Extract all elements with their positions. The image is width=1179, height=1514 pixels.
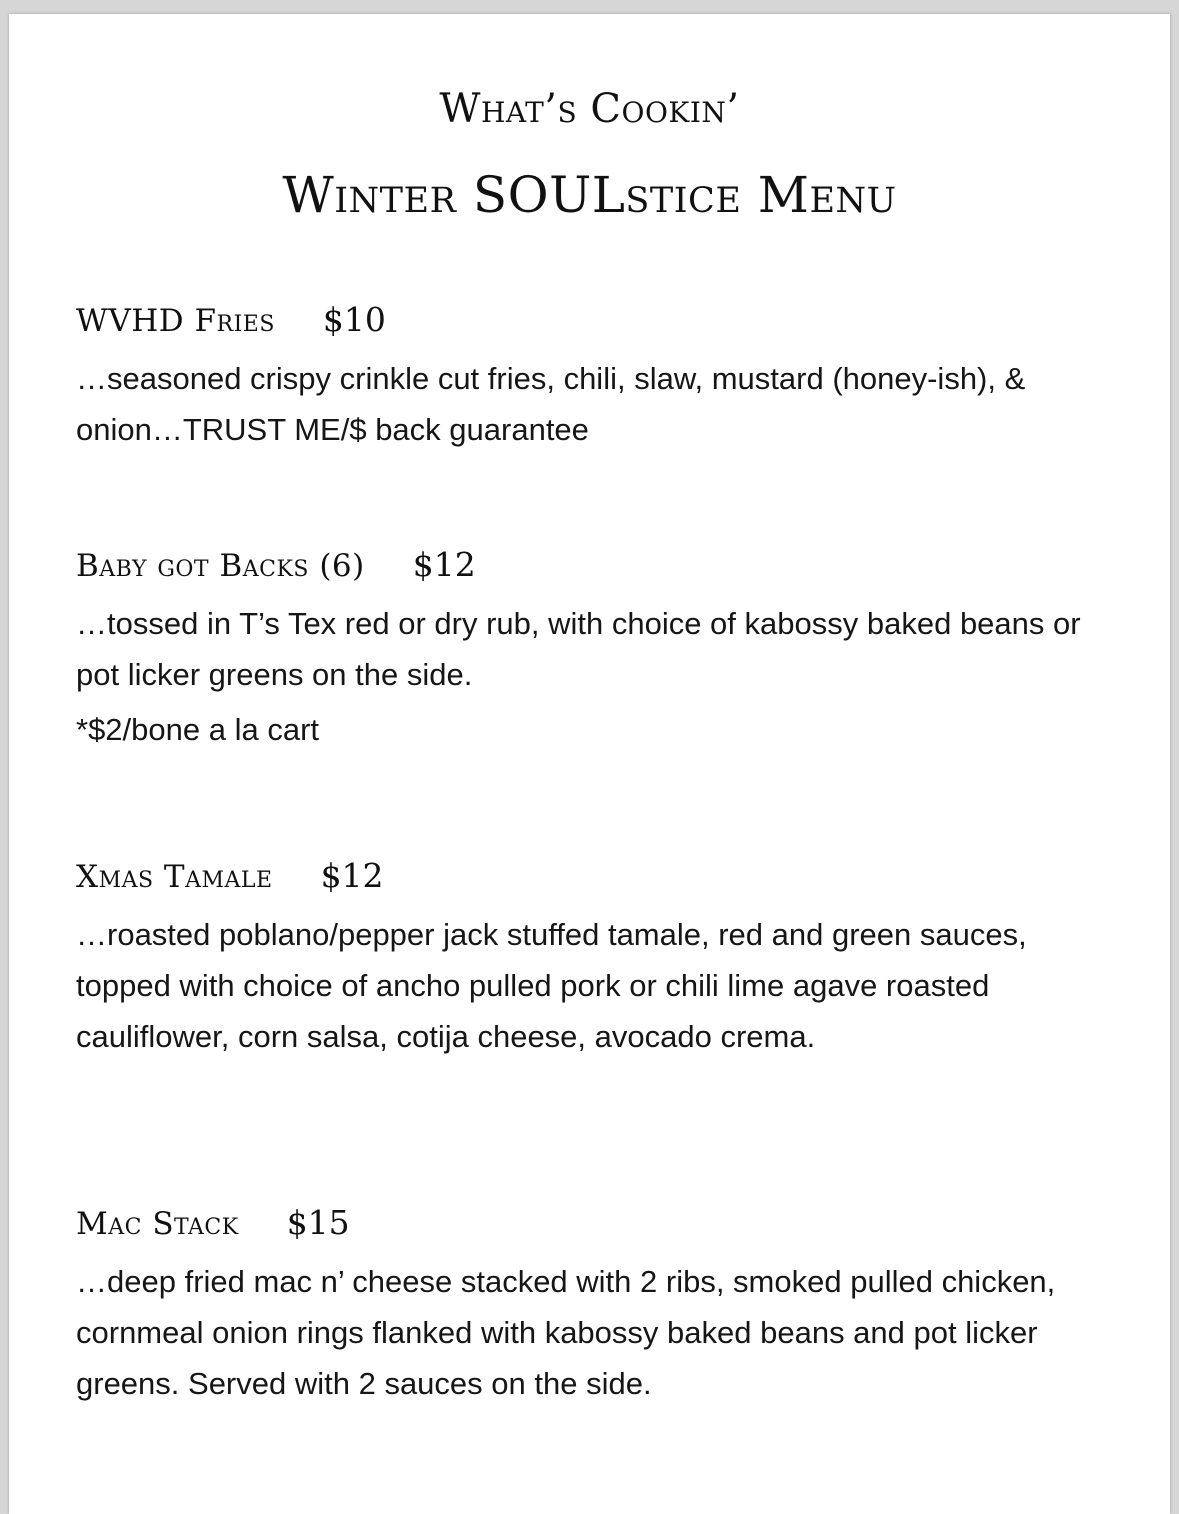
menu-item-heading [76,300,1086,339]
menu-item-name: Mac Stack [76,1206,239,1242]
menu-item-wvhd-fries [76,300,1086,455]
menu-item-price: $10 [322,300,386,339]
menu-title: Winter SOULstice Menu [282,166,897,224]
menu-item-heading [76,856,1086,895]
menu-page [9,14,1170,1514]
menu-item-price: $12 [320,856,384,895]
menu-item-heading [76,1203,1086,1242]
menu-item-description: …deep fried mac n’ cheese stacked with 2 ribs, smoked pulled chicken, cornmeal onion rings flanked with kabossy baked beans and pot licker greens. Served with 2 sauces on the side. [76,1264,1056,1401]
menu-item-description: …tossed in T’s Tex red or dry rub, with choice of kabossy baked beans or pot licker greens on the side. [76,606,1081,692]
menu-item-name: Xmas Tamale [76,859,273,895]
menu-item-name: Baby got Backs (6) [76,548,365,584]
menu-item-description: …roasted poblano/pepper jack stuffed tamale, red and green sauces, topped with choice of ancho pulled pork or chili lime agave roasted cauliflower, corn salsa, cotija cheese, avocado crema. [76,917,1027,1054]
menu-item-price: $15 [286,1203,350,1242]
menu-item-note: *$2/bone a la cart [76,712,320,747]
menu-item-name: WVHD Fries [76,303,275,339]
menu-item-price: $12 [412,545,476,584]
menu-item-heading [76,545,1086,584]
menu-item-baby-got-backs [76,545,1086,748]
menu-item-mac-stack [76,1203,1086,1409]
menu-item-xmas-tamale [76,856,1086,1062]
menu-item-description: …seasoned crispy crinkle cut fries, chili, slaw, mustard (honey-ish), & onion…TRUST ME/$ back guarantee [76,361,1026,447]
restaurant-name: What’s Cookin’ [439,86,740,132]
